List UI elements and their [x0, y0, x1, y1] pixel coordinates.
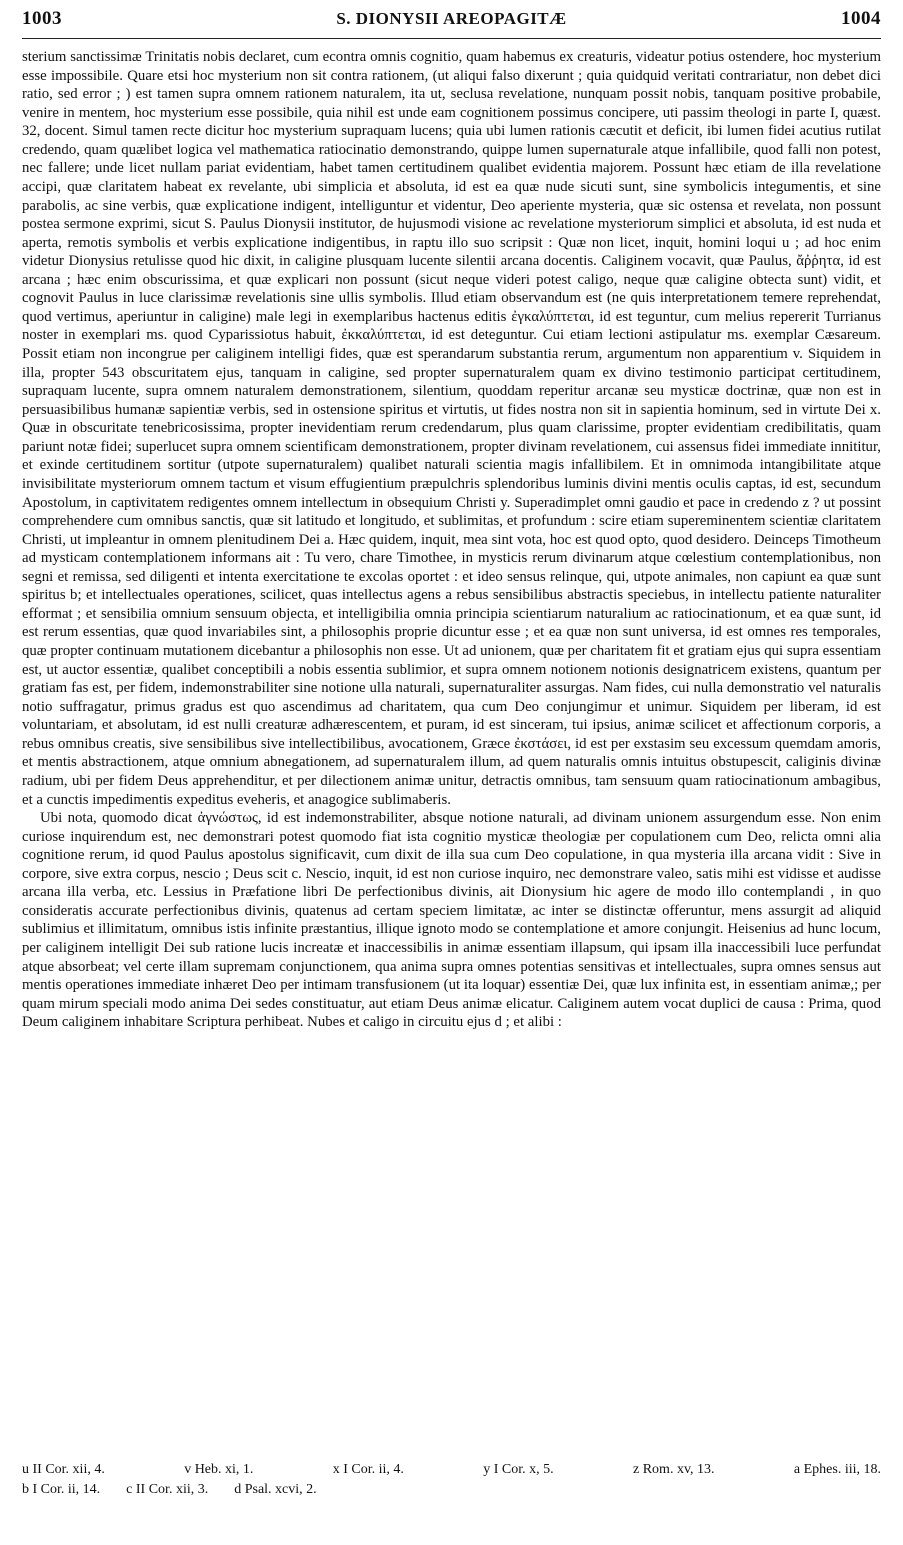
running-header	[22, 4, 881, 34]
paragraph: sterium sanctissimæ Trinitatis nobis declaret, cum econtra omnis cognitio, quam habemus ex creaturis, videatur potius ostendere, hoc mysterium esse impossibile. Quare etsi hoc mysterium non sit contra rationem, (ut aliqui falso dixerunt ; quia quidquid veritati contrariatur, non debet dici ratio, sed error ; ) est tamen supra omnem rationem naturalem, ita ut, seclusa revelatione, nunquam possit nobis, tanquam positive probabile, venire in mentem, hoc mysterium esse possibile, quia nihil est unde eam cognitionem possimus concipere, uti passim theologi in parte I, quæst. 32, docent. Simul tamen recte dicitur hoc mysterium supraquam lucens; quia ubi lumen rationis cæcutit et deficit, ibi lumen fidei acutius rutilat credendo, quam quælibet logica vel mathematica ratiocinatio demonstrando, quippe lumen supernaturale atque infallibile, quod falli non potest, nec fallere; unde licet nullam pariat evidentiam, habet tamen certitudinem qualibet evidentia majorem. Possunt hæc etiam de illa revelatione accipi, quæ claritatem habeat ex revelante, ubi simplicia et absoluta, id est ea quæ nude sicuti sunt, sine symbolicis integumentis, et sine parabolis, ac sine verbis, quæ explicatione indigent, intelliguntur et videntur, Deo aperiente mysteria, quæ sic ostensa et revelata, non possunt postea sermone exprimi, sicut S. Paulus Dionysii institutor, de hujusmodi visione ac revelatione mysteriorum simplici et absoluta, id est nuda et aperta, remotis symbolis et verbis explicatione indigentibus, in raptu illo suo scripsit : Quæ non licet, inquit, homini loqui u ; ad hoc enim videtur Dionysius retulisse quod hic dixit, in caligine plusquam lucente silentii arcana docentis. Caliginem vocavit, quæ Paulus, ἄῤῥητα, id est arcana ; hæc enim obscurissima, et quæ explicari non possunt (sicut neque videri potest caligo, neque quæ caligine obtecta sunt) vidit, et cognovit Paulus in luce clarissimæ revelationis sine ullis symbolis. Illud etiam observandum est (ne quis interpretationem temere reprehendat, quod vertimus, aperiuntur in caligine) male legi in exemplaribus hactenus editis ἐγκαλύπτεται, id est teguntur, cum melius repererit Turrianus noster in exemplari ms. quod Cyparissiotus habuit, ἐκκαλύπτεται, id est deteguntur. Cui etiam lectioni astipulatur ms. exemplar Cæsareum. Possit etiam non incongrue per caliginem intelligi fides, quæ est sperandarum substantia rerum, argumentum non apparentium v. Siquidem in illa, propter 543 obscuritatem ejus, tanquam in caligine, sed propter supernaturalem quam ex divino testimonio participat certitudinem, supraquam lucente, supra omnem naturalem demonstrationem, silentium, quoddam reperitur arcanæ seu mysticæ doctrinæ, quæ non est in persuasibilibus humanæ sapientiæ verbis, sed in ostensione spiritus et virtutis, ut fides nostra non sit in sapientia hominum, sed in virtute Dei x. Quæ in obscuritate tenebricosissima, propter inevidentiam rerum credendarum, plus quam clarissime, propter evidentiam credibilitatis, quam pariunt notæ fidei; superlucet supra omnem scientificam demonstrationem, propter divinam revelationem, cui assensus fidei immediate innititur, et exinde certitudinem sortitur (utpote supernaturalem) qualibet naturali scientia magis infallibilem. Et in omnimoda intangibilitate atque invisibilitate mysteriorum omnem tactum et visum effugientium præpulchris splendoribus luminis divini mentis oculis captas, id est, secundum Apostolum, in captivitatem redigentes omnem intellectum in obsequium Christi y. Superadimplet omni gaudio et pace in credendo z ? ut possint comprehendere cum omnibus sanctis, quæ sit latitudo et longitudo, et sublimitas, et profundum : scire etiam supereminentem scientiæ claritatem Christi, ut impleantur in omnem plenitudinem Dei a. Hæc quidem, inquit, mea sint vota, hoc est quod opto, quod desidero. Deinceps Timotheum ad mysticam contemplationem informans ait : Tu vero, chare Timothee, in mysticis rerum divinarum atque cœlestium contemplationibus, non segni et remissa, sed diligenti et intenta exercitatione te excolas oportet : et ideo sensus relinque, qui, utpote animales, non capiunt ea quæ sunt spiritus b; et intellectuales operationes, scilicet, quas intellectus agens a rebus sensibilibus abstractis speciebus, in intellectu patiente naturaliter efformat ; et sensibilia omnium sensuum objecta, et intelligibilia omnia principia scientiarum naturalium ac ratiocinationum, et ea quæ sunt, id est rerum essentias, quæ quod invariabiles sint, a philosophis proprie dicuntur esse ; et ea quæ non sunt universa, id est omnes res temporales, quæ propter continuam mutationem dicebantur a philosophis non esse. Ut ad unionem, quæ per charitatem fit et gratiam ejus qui supra essentiam est, ut auctor essentiæ, qualibet conceptibili a nobis essentia sublimior, et supra omnem notionem notionis designatricem existens, quantum per gratiam fas est, per fidem, indemonstrabiliter sine notione ulla naturali, supernaturaliter assurgas. Nam fides, cui nulla demonstratio vel naturalis notio suffragatur, primus gradus est quo ascendimus ad charitatem, qua cum Deo conjungimur et unimur. Siquidem per liberam, id est voluntariam, et absolutam, id est nulli creaturæ adhærescentem, et puram, id est sinceram, tui ipsius, animæ scilicet et affectionum corporis, a rebus omnibus creatis, sive sensibilibus sive intellectibilibus, avocationem, Græce ἐκστάσει, id est per exstasim seu excessum quemdam amoris, et mentis abstractionem, atque omnium abnegationem, ad supernaturalem illum, ad quem naturalis omnis intuitus obstupescit, caliginis divinæ radium, ubi per fidem Deus apprehenditur, et per dilectionem animæ unitur, detractis omnibus, tam sensuum quam ratiocinationum ambagibus, et a cunctis impedimentis expeditus eveheris, et anagogice sublimaberis.	[22, 49, 881, 808]
footnote: d Psal. xcvi, 2.	[234, 1482, 317, 1497]
paragraph: Ubi nota, quomodo dicat ἀγνώστως, id est indemonstrabiliter, absque notione naturali, ad divinam unionem assurgendum esse. Non enim curiose inquirendum est, nec demonstrari potest quomodo fiat ista cognitio mysticæ theologiæ per copulationem cum Deo, relicta omni alia cognitione rerum, id quod Paulus apostolus significavit, cum dixit de illa sua cum Deo copulatione, in qua mysteria illa arcana vidit : Sive in corpore, sive extra corpus, nescio ; Deus scit c. Nescio, inquit, id est non curiose inquiro, nec demonstrare valeo, satis mihi est vidisse et audisse arcana illa verba, etc. Lessius in Præfatione libri De perfectionibus divinis, ait Dionysium hic agere de modo illo contemplandi , in quo consideratis accurate perfectionibus divinis, quatenus ad certam speciem limitatæ, ac inter se distinctæ offeruntur, mens assurgit ad aliquid sublimius et illimitatum, omnibus istis infinite præstantius, illique ignoto modo se contemplatione et amore conjungit. Heisenius ad hunc locum, per caliginem intelligit Dei sub ratione lucis increatæ et inaccessibilis in animæ essentiam illapsum, qui ipsam illa inaccessibili luce perfundat atque absorbeat; vel certe illam supremam conjunctionem, qua anima supra omnes potentias sensitivas et intellectuales, supra omnes sensus aut mentis operationes immediate inhæret Deo per intimam transfusionem (ut ita loquar) essentiæ Dei, quæ lux infinita est, in essentiam animæ,; per quam mirum speciali modo anima Dei sedes constituatur, aut etiam Deus animæ elicatur. Caliginem autem vocat duplici de causa : Prima, quod Deum caliginem inhabitare Scriptura perhibeat. Nubes et caligo in circuitu ejus d ; et alibi :	[22, 810, 881, 1031]
footnote-row	[22, 1460, 881, 1480]
body-text	[22, 48, 881, 1450]
footnotes	[22, 1460, 881, 1504]
footnote: c II Cor. xii, 3.	[126, 1482, 209, 1497]
footnote: y I Cor. x, 5.	[483, 1462, 554, 1477]
footnote: z Rom. xv, 13.	[633, 1462, 715, 1477]
footnote: b I Cor. ii, 14.	[22, 1482, 101, 1497]
running-title: S. DIONYSII AREOPAGITÆ	[336, 9, 567, 28]
footnote-row	[22, 1480, 881, 1500]
footnote: a Ephes. iii, 18.	[793, 1462, 881, 1477]
header-rule	[22, 38, 881, 39]
footnote: x I Cor. ii, 4.	[332, 1462, 404, 1477]
left-page-number: 1003	[22, 8, 62, 29]
right-page-number: 1004	[840, 8, 881, 29]
footnote: v Heb. xi, 1.	[184, 1462, 254, 1477]
footnote: u II Cor. xii, 4.	[22, 1462, 105, 1477]
